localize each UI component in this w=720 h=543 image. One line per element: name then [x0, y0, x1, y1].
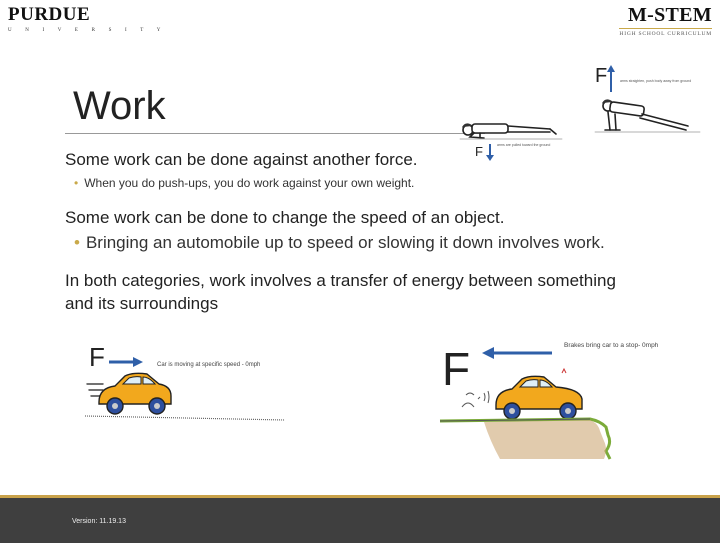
bullet-3: In both categories, work involves a transfer of energy between something and its surroundings — [65, 271, 616, 313]
bullet-1-sub — [74, 176, 414, 191]
caption-down: arms are pulled toward the ground — [497, 143, 551, 147]
left-arrow-icon — [482, 347, 552, 359]
right-arrow-icon — [109, 357, 143, 367]
car-braking-illustration — [440, 335, 659, 460]
bullet-2-sub — [74, 233, 605, 253]
force-label-up: F — [595, 65, 608, 87]
mstem-logo — [619, 3, 712, 38]
bullet-2: Some work can be done to change the speed of an object. — [65, 208, 505, 227]
down-arrow-icon — [486, 144, 494, 161]
up-arrow-icon — [607, 65, 615, 92]
version-label: Version: 11.19.13 — [72, 518, 126, 525]
pushup-person-down — [460, 124, 562, 139]
mstem-logo-subtitle: HIGH SCHOOL CURRICULUM — [619, 31, 712, 37]
purdue-logo-subtitle: U N I V E R S I T Y — [8, 28, 167, 33]
car-moving-caption: Car is moving at specific speed - 0mph — [157, 362, 261, 368]
slide-title: Work — [73, 84, 166, 128]
car-braking-force-label: F — [442, 343, 471, 395]
purdue-logo — [8, 4, 167, 34]
purdue-logo-word: PURDUE — [8, 4, 91, 25]
bullet-1-sub-text: When you do push-ups, you do work against your own weight. — [84, 176, 415, 190]
cliff-edge — [440, 419, 613, 460]
road-line — [85, 416, 285, 420]
title-divider — [65, 133, 485, 134]
caption-up: arms straighten, push body away from ground — [620, 79, 692, 83]
bullet-1: Some work can be done against another force. — [65, 150, 418, 169]
bullet-2-sub-text: Bringing an automobile up to speed or slowing it down involves work. — [85, 233, 605, 252]
pushup-illustration — [450, 60, 720, 170]
car-moving-force-label: F — [89, 342, 105, 372]
mstem-logo-rule — [619, 28, 712, 29]
yellow-car-braking — [496, 369, 582, 419]
force-label-down: F — [475, 144, 483, 159]
mstem-logo-word: M-STEM — [627, 4, 712, 26]
yellow-car-moving — [99, 373, 171, 414]
bullet-dot: • — [74, 176, 79, 190]
car-braking-caption: Brakes bring car to a stop- 0mph — [564, 342, 659, 349]
car-moving-illustration — [85, 340, 285, 422]
bullet-dot: • — [74, 233, 80, 252]
pushup-person-up — [595, 100, 700, 132]
